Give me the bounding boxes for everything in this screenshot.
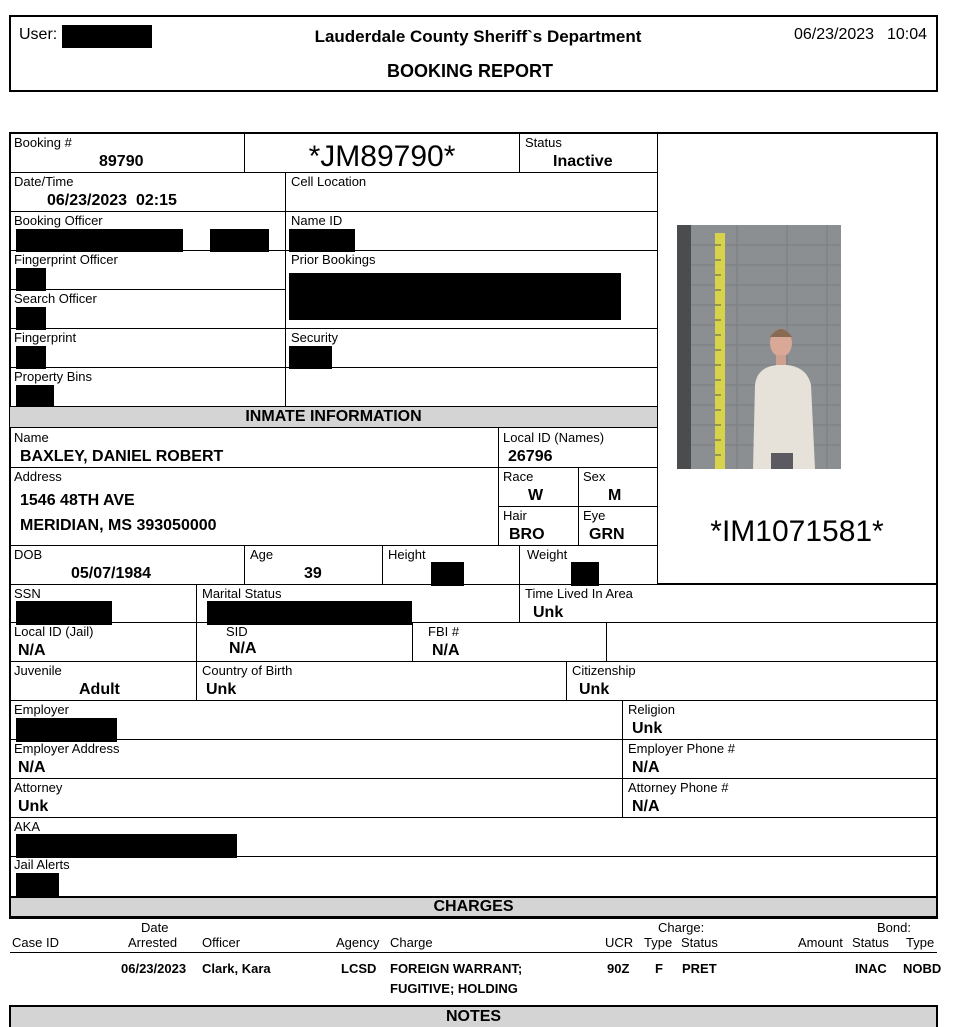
grid-line <box>519 133 520 173</box>
juvenile-value: Adult <box>79 681 120 698</box>
marital-status-label: Marital Status <box>202 586 282 601</box>
col-case-id: Case ID <box>12 935 59 950</box>
property-bins-label: Property Bins <box>14 369 93 384</box>
col-charge-group: Charge: <box>658 920 705 935</box>
citizenship-label: Citizenship <box>572 663 636 678</box>
weight-redaction <box>571 562 599 586</box>
department-title: Lauderdale County Sheriff`s Department <box>314 27 642 46</box>
inmate-info-header: INMATE INFORMATION <box>10 406 657 428</box>
search-officer-redaction <box>16 307 46 330</box>
sid-value: N/A <box>229 640 257 657</box>
marital-status-redaction <box>207 601 412 625</box>
grid-line <box>10 778 937 779</box>
employer-redaction <box>16 718 117 742</box>
aka-redaction <box>16 834 237 858</box>
sex-label: Sex <box>583 469 606 484</box>
hair-label: Hair <box>503 508 527 523</box>
col-bond-status: Status <box>852 935 889 950</box>
race-label: Race <box>503 469 534 484</box>
country-of-birth-value: Unk <box>206 681 237 698</box>
charges-header-rule <box>10 952 937 953</box>
inmate-id-barcode-text: *IM1071581* <box>710 515 884 548</box>
security-label: Security <box>291 330 338 345</box>
col-bond-group: Bond: <box>877 920 911 935</box>
grid-line <box>10 467 657 468</box>
country-of-birth-label: Country of Birth <box>202 663 293 678</box>
charges-header: CHARGES <box>9 896 938 918</box>
grid-line <box>10 700 937 701</box>
age-value: 39 <box>304 565 322 582</box>
col-officer: Officer <box>202 935 241 950</box>
col-agency: Agency <box>336 935 380 950</box>
grid-line <box>10 622 937 623</box>
col-charge: Charge <box>390 935 433 950</box>
charge-type: F <box>655 961 663 976</box>
property-bins-redaction <box>16 385 54 407</box>
search-officer-label: Search Officer <box>14 291 97 306</box>
attorney-phone-label: Attorney Phone # <box>628 780 729 795</box>
charge-officer: Clark, Kara <box>202 961 271 976</box>
religion-value: Unk <box>632 720 663 737</box>
sex-value: M <box>608 487 622 504</box>
height-redaction <box>431 562 464 586</box>
charge-description-line-2: FUGITIVE; HOLDING <box>390 981 518 996</box>
booking-officer-redaction-2 <box>210 229 269 252</box>
hair-value: BRO <box>509 526 545 543</box>
booking-barcode-text: *JM89790* <box>308 140 456 173</box>
race-value: W <box>528 487 544 504</box>
grid-line <box>10 584 937 585</box>
local-id-jail-value: N/A <box>18 642 46 659</box>
citizenship-value: Unk <box>579 681 610 698</box>
employer-phone-value: N/A <box>632 759 660 776</box>
col-date-top: Date <box>141 920 169 935</box>
fingerprint-redaction <box>16 346 46 369</box>
datetime-label: Date/Time <box>14 174 74 189</box>
grid-line <box>382 545 383 584</box>
header-date: 06/23/2023 <box>794 26 875 43</box>
employer-address-value: N/A <box>18 759 46 776</box>
dob-label: DOB <box>14 547 43 562</box>
weight-label: Weight <box>527 547 568 562</box>
grid-line <box>498 506 657 507</box>
fingerprint-officer-redaction <box>16 268 46 291</box>
header-time: 10:04 <box>887 26 928 43</box>
grid-line <box>10 739 937 740</box>
jail-alerts-redaction <box>16 873 59 897</box>
employer-address-label: Employer Address <box>14 741 120 756</box>
grid-line <box>10 328 657 329</box>
col-date-arrested: Arrested <box>128 935 178 950</box>
grid-line <box>10 817 937 818</box>
report-title: BOOKING REPORT <box>386 61 553 81</box>
bond-status: INAC <box>855 961 887 976</box>
bond-type: NOBD <box>903 961 942 976</box>
attorney-value: Unk <box>18 798 49 815</box>
ssn-label: SSN <box>14 586 41 601</box>
grid-line <box>10 289 285 290</box>
name-id-redaction <box>289 229 355 252</box>
grid-line <box>285 172 286 406</box>
local-id-names: 26796 <box>508 448 553 465</box>
eye-label: Eye <box>583 508 606 523</box>
employer-label: Employer <box>14 702 69 717</box>
eye-value: GRN <box>589 526 625 543</box>
charge-date: 06/23/2023 <box>121 961 187 976</box>
col-amount: Amount <box>798 935 843 950</box>
status-label: Status <box>525 135 562 150</box>
address-label: Address <box>14 469 62 484</box>
booking-officer-redaction <box>16 229 183 252</box>
time-lived-value: Unk <box>533 604 564 621</box>
address-line-2: MERIDIAN, MS 393050000 <box>20 517 217 534</box>
attorney-label: Attorney <box>14 780 63 795</box>
user-label: User: <box>19 26 58 43</box>
grid-line <box>606 622 607 661</box>
local-id-jail-label: Local ID (Jail) <box>14 624 94 639</box>
prior-bookings-redaction <box>289 273 621 320</box>
sid-label: SID <box>226 624 248 639</box>
grid-line <box>10 661 937 662</box>
notes-header: NOTES <box>9 1005 938 1027</box>
col-charge-status: Status <box>681 935 718 950</box>
local-id-names-label: Local ID (Names) <box>503 430 605 445</box>
charge-ucr: 90Z <box>607 961 630 976</box>
booking-no-label: Booking # <box>14 135 72 150</box>
age-label: Age <box>250 547 274 562</box>
grid-line <box>566 661 567 700</box>
booking-no: 89790 <box>99 153 144 170</box>
mugshot-photo <box>677 225 841 469</box>
charge-agency: LCSD <box>341 961 377 976</box>
time-lived-label: Time Lived In Area <box>525 586 633 601</box>
grid-line <box>10 545 657 546</box>
fingerprint-label: Fingerprint <box>14 330 77 345</box>
charge-description-line-1: FOREIGN WARRANT; <box>390 961 523 976</box>
grid-line <box>244 545 245 584</box>
col-ucr: UCR <box>605 935 634 950</box>
fbi-value: N/A <box>432 642 460 659</box>
inmate-name: BAXLEY, DANIEL ROBERT <box>20 448 224 465</box>
grid-line <box>412 622 413 661</box>
name-label: Name <box>14 430 49 445</box>
booking-datetime: 06/23/2023 02:15 <box>47 192 177 209</box>
security-redaction <box>289 346 332 369</box>
address-line-1: 1546 48TH AVE <box>20 492 135 509</box>
cell-location-label: Cell Location <box>291 174 367 189</box>
jail-alerts-label: Jail Alerts <box>14 857 70 872</box>
fingerprint-officer-label: Fingerprint Officer <box>14 252 118 267</box>
attorney-phone-value: N/A <box>632 798 660 815</box>
juvenile-label: Juvenile <box>14 663 62 678</box>
grid-line <box>196 584 197 701</box>
height-label: Height <box>388 547 426 562</box>
status-value: Inactive <box>553 153 613 170</box>
col-bond-type: Type <box>906 935 935 950</box>
name-id-label: Name ID <box>291 213 343 228</box>
grid-line <box>10 211 657 212</box>
booking-officer-label: Booking Officer <box>14 213 103 228</box>
col-charge-type: Type <box>644 935 673 950</box>
prior-bookings-label: Prior Bookings <box>291 252 376 267</box>
ssn-redaction <box>16 601 112 625</box>
religion-label: Religion <box>628 702 675 717</box>
grid-line <box>622 700 623 817</box>
grid-line <box>498 428 499 545</box>
charge-status: PRET <box>682 961 717 976</box>
aka-label: AKA <box>14 819 41 834</box>
dob-value: 05/07/1984 <box>71 565 152 582</box>
grid-line <box>10 367 657 368</box>
fbi-label: FBI # <box>428 624 460 639</box>
employer-phone-label: Employer Phone # <box>628 741 735 756</box>
